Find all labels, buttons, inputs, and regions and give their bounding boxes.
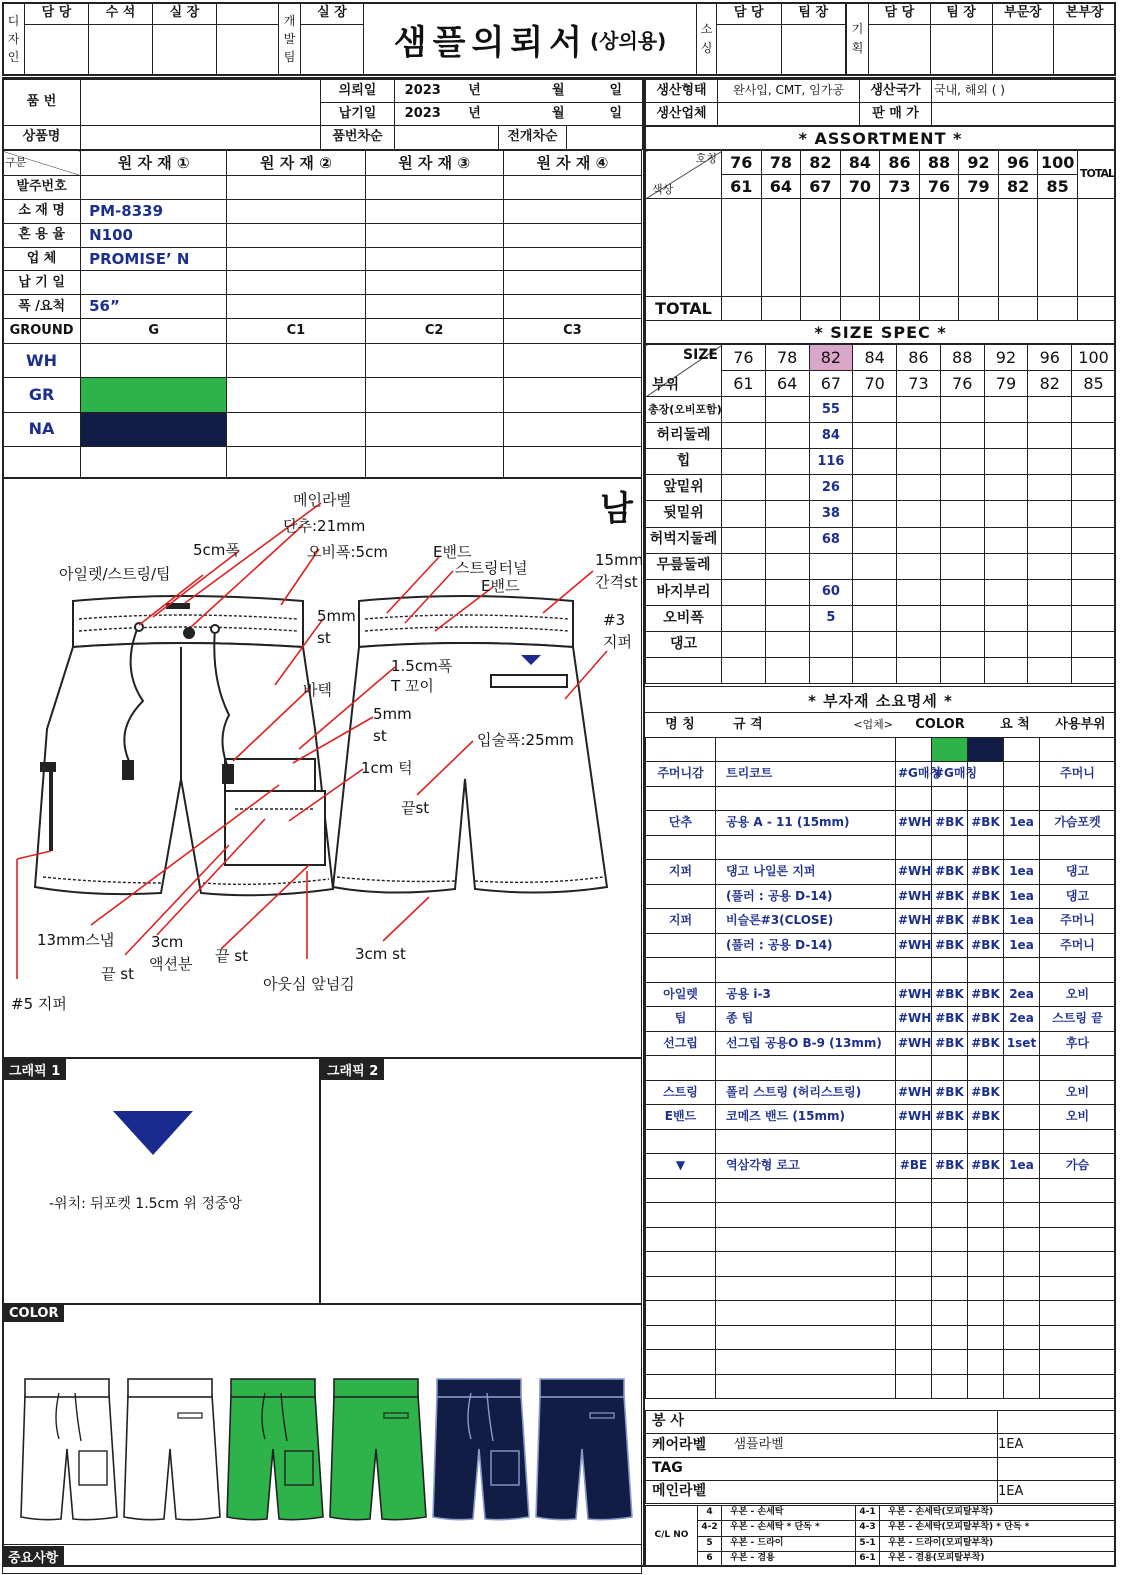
trims-body <box>645 737 1116 1399</box>
spec-row-label: 무릎둘레 <box>646 553 722 579</box>
note-obi: 오비폭:5cm <box>307 543 388 561</box>
spec-row-label: 댕고 <box>646 631 722 657</box>
sign-box[interactable] <box>1054 25 1116 76</box>
trim-row <box>646 1178 1116 1203</box>
spec-value[interactable]: 38 <box>809 501 853 527</box>
head-staff: 담 당 <box>717 3 782 25</box>
trim-row <box>646 1203 1116 1228</box>
sign-box[interactable] <box>301 25 364 76</box>
page-title: 샘플의뢰서 <box>393 22 588 63</box>
material-row-label: 업 체 <box>3 247 81 271</box>
trim-spec[interactable] <box>716 958 896 983</box>
spec-row-label: 앞밑위 <box>646 475 722 501</box>
sign-box[interactable] <box>992 25 1054 76</box>
sign-box[interactable] <box>89 25 153 76</box>
note-snap: 13mm스냅 <box>37 931 115 949</box>
spec-row-label: 오비폭 <box>646 605 722 631</box>
note-zipper-5: #5 지퍼 <box>11 995 67 1013</box>
trim-row: 단추 공용 A - 11 (15mm) #WH #BK #BK 1ea 가슴포켓 <box>646 811 1116 836</box>
notes-box[interactable] <box>2 1544 642 1566</box>
sign-box[interactable] <box>781 25 846 76</box>
production-info-table <box>645 79 1116 126</box>
trim-name: 주머니감 <box>646 762 716 787</box>
spec-value[interactable]: 60 <box>809 579 853 605</box>
fabric-width[interactable]: 56” <box>81 295 227 319</box>
spec-value[interactable]: 5 <box>809 605 853 631</box>
trim-name <box>646 884 716 909</box>
trim-name <box>646 958 716 983</box>
ground-label: GROUND <box>3 319 81 344</box>
material-row-label: 폭 /요척 <box>3 295 81 319</box>
note-welt: 입술폭:25mm <box>477 731 574 749</box>
sketch-area: 남 메인라벨 단추:21mm 5cm폭 오비폭:5cm E밴드 스트링터널 E밴드 15mm 간격st 아일렛/스트링/팁 5mm st #3 지퍼 1.5cm폭 T 꼬이 바텍 5mm st 1cm 턱 입술폭:25mm 끝st 13mm스냅 3cm 액션분 끝 st 끝 st 3cm st 아웃심 앞넘김 #5 지퍼 <box>2 478 642 1058</box>
trim-spec[interactable]: 폴리 스트링 (허리스트링) <box>716 1080 896 1105</box>
trim-spec[interactable]: 선그립 공용O B-9 (13mm) <box>716 1031 896 1056</box>
sew-qty[interactable]: 1EA <box>998 1434 1116 1457</box>
variant-front <box>433 1379 529 1520</box>
product-name-label: 상품명 <box>3 126 81 150</box>
material-col-3: 원 자 재 ③ <box>365 151 503 176</box>
item-no-value[interactable] <box>81 80 321 126</box>
trim-row <box>646 1325 1116 1350</box>
dev-approval-table <box>278 2 364 76</box>
sewing-table <box>645 1410 1116 1504</box>
trim-row <box>646 835 1116 860</box>
planning-side-label: 기 획 <box>847 3 869 76</box>
base-size-highlight: 82 <box>809 345 853 371</box>
color-section-label: COLOR <box>3 1305 64 1322</box>
trims-title: * 부자재 소요명세 * <box>808 691 953 710</box>
trim-part[interactable]: 오비 <box>1040 982 1116 1007</box>
material-row-label: 납 기 일 <box>3 271 81 295</box>
assortment-corner: 호칭 색상 <box>646 151 722 199</box>
material-col-2: 원 자 재 ② <box>227 151 365 176</box>
note-tuck: 1.5cm폭 <box>391 657 453 675</box>
material-col-1: 원 자 재 ① <box>81 151 227 176</box>
head-division: 부문장 <box>992 3 1054 25</box>
note-width: 5cm폭 <box>193 541 240 559</box>
title-box <box>364 2 696 76</box>
color-gr: GR <box>3 378 81 412</box>
page-subtitle: (상의용) <box>589 28 667 53</box>
trim-row <box>646 1301 1116 1326</box>
material-row-label: 소 재 명 <box>3 199 81 223</box>
color-variants <box>3 1305 643 1575</box>
graphic-1-label: 그래픽 1 <box>3 1059 66 1080</box>
variant-back <box>124 1379 220 1520</box>
trim-row: ▼ 역삼각형 로고 #BE #BK #BK 1ea 가슴 <box>646 1154 1116 1179</box>
trim-name: E밴드 <box>646 1105 716 1130</box>
trim-spec[interactable] <box>716 835 896 860</box>
sew-value[interactable] <box>718 1457 998 1480</box>
note-side-seam: 아웃심 앞넘김 <box>263 975 355 993</box>
trim-name: 지퍼 <box>646 860 716 885</box>
trim-spec[interactable]: 종 팁 <box>716 1007 896 1032</box>
size-spec-table: SIZE 부위 76 78 82 84 86 88 92 96 100 61 64 67 70 73 76 79 82 85 총장(오비포함) 55 허리둘레 84 힙 116 앞밑위 26 뒷밑위 38 허벅지둘레 68 무릎둘레 바지부리 60 오비폭 5 댕고 <box>645 344 1116 684</box>
planning-approval-table <box>846 2 1116 76</box>
trim-row: 팁 종 팁 #WH #BK #BK 2ea 스트링 끝 <box>646 1007 1116 1032</box>
spec-value[interactable]: 55 <box>809 397 853 423</box>
price-label: 판 매 가 <box>860 103 932 126</box>
notes-label: 중요사항 <box>2 1546 64 1567</box>
trim-row <box>646 1350 1116 1375</box>
graphic-1-box <box>2 1058 320 1304</box>
note-end-st: 끝st <box>401 799 430 817</box>
note-eband: E밴드 <box>433 543 472 561</box>
note-eband-2: E밴드 <box>481 577 520 595</box>
color-section <box>2 1304 642 1574</box>
sew-value[interactable]: 샘플라벨 <box>718 1434 998 1457</box>
note-5mm-st-2: 5mm <box>373 705 412 723</box>
trim-row: 선그립 선그립 공용O B-9 (13mm) #WH #BK #BK 1set 후다 <box>646 1031 1116 1056</box>
spec-value[interactable] <box>809 553 853 579</box>
sew-label: 케어라벨 <box>646 1434 718 1457</box>
trim-spec[interactable]: 댕고 나일론 지퍼 <box>716 860 896 885</box>
item-no-label: 품 번 <box>3 80 81 126</box>
trim-swatch-navy <box>968 738 1004 762</box>
design-side-label: 디 자 인 <box>3 3 25 76</box>
sign-box[interactable] <box>25 25 89 76</box>
trim-row: 지퍼 비슬론#3(CLOSE) #WH #BK #BK 1ea 주머니 <box>646 909 1116 934</box>
spec-row-label: 바지부리 <box>646 579 722 605</box>
spec-value[interactable]: 26 <box>809 475 853 501</box>
sourcing-approval-table <box>696 2 846 76</box>
note-button: 단추:21mm <box>283 517 366 535</box>
trim-row: 스트링 폴리 스트링 (허리스트링) #WH #BK #BK 오비 <box>646 1080 1116 1105</box>
trim-part[interactable] <box>1040 786 1116 811</box>
fabric-vendor[interactable]: PROMISE’ N <box>81 247 227 271</box>
prod-country-value: 국내, 해외 ( ) <box>932 80 1116 103</box>
note-3cm-st: 3cm st <box>355 945 406 963</box>
trim-spec[interactable] <box>716 1056 896 1081</box>
head-team: 팀 장 <box>930 3 992 25</box>
trim-part[interactable] <box>1040 835 1116 860</box>
trim-row: (풀러 : 공용 D-14) #WH #BK #BK 1ea 주머니 <box>646 933 1116 958</box>
spec-row-label: 허벅지둘레 <box>646 527 722 553</box>
trim-part[interactable]: 가슴 <box>1040 1154 1116 1179</box>
sourcing-side-label: 소 싱 <box>697 3 717 76</box>
sew-value[interactable] <box>718 1411 998 1434</box>
trim-row <box>646 786 1116 811</box>
color-na: NA <box>3 412 81 446</box>
product-name-value[interactable] <box>81 126 321 150</box>
trim-name <box>646 933 716 958</box>
note-eyelet: 아일렛/스트링/팁 <box>59 565 171 583</box>
spec-row-label <box>646 657 722 683</box>
trim-spec[interactable]: 역삼각형 로고 <box>716 1154 896 1179</box>
prod-company-label: 생산업체 <box>646 103 718 126</box>
trim-row <box>646 958 1116 983</box>
trim-part[interactable]: 주머니 <box>1040 909 1116 934</box>
note-bartack: 바텍 <box>303 681 332 699</box>
assortment-title: * ASSORTMENT * <box>645 126 1116 150</box>
trim-row: 주머니감 트리코트 #G매칭 #G매칭 주머니 <box>646 762 1116 787</box>
note-string-tunnel: 스트링터널 <box>455 559 528 577</box>
fabric-mix[interactable]: N100 <box>81 223 227 247</box>
sign-box[interactable] <box>717 25 782 76</box>
spec-row-label: 허리둘레 <box>646 423 722 449</box>
spec-value[interactable] <box>809 631 853 657</box>
trim-part[interactable]: 댕고 <box>1040 884 1116 909</box>
delivery-date-label: 납기일 <box>321 103 395 126</box>
trim-name: 선그립 <box>646 1031 716 1056</box>
materials-corner: 구분 <box>3 151 81 176</box>
header-info-table: 품 번 의뢰일 2023 년 월 일 납기일 2023 년 월 일 상품명 품번차순 전개차순 <box>2 79 643 150</box>
trim-head-name: 명 칭 <box>645 713 715 738</box>
trim-spec[interactable]: (풀러 : 공용 D-14) <box>716 933 896 958</box>
trim-spec[interactable]: 비슬론#3(CLOSE) <box>716 909 896 934</box>
trim-name: 스트링 <box>646 1080 716 1105</box>
sew-value[interactable] <box>718 1480 998 1503</box>
sew-qty[interactable]: 1EA <box>998 1480 1116 1503</box>
swatch-navy <box>81 412 227 446</box>
trim-name <box>646 786 716 811</box>
trim-row: E밴드 코메즈 밴드 (15mm) #WH #BK #BK 오비 <box>646 1105 1116 1130</box>
trim-part[interactable] <box>1040 1129 1116 1154</box>
note-end-st-3: 끝 st <box>215 947 248 965</box>
trim-name <box>646 835 716 860</box>
trim-part[interactable]: 주머니 <box>1040 762 1116 787</box>
sew-label: TAG <box>646 1457 718 1480</box>
material-row-label: 혼 용 율 <box>3 223 81 247</box>
trim-head-color: COLOR <box>895 713 985 738</box>
sign-box[interactable] <box>869 25 931 76</box>
trim-row <box>646 1252 1116 1277</box>
trim-part[interactable]: 오비 <box>1040 1080 1116 1105</box>
material-col-4: 원 자 재 ④ <box>503 151 641 176</box>
trim-row: 지퍼 댕고 나일론 지퍼 #WH #BK #BK 1ea 댕고 <box>646 860 1116 885</box>
trim-row <box>646 1276 1116 1301</box>
trim-name: 단추 <box>646 811 716 836</box>
swatch-white <box>81 344 227 378</box>
prod-type-label: 생산형태 <box>646 80 718 103</box>
trim-swatch-green <box>932 738 968 762</box>
sew-qty[interactable] <box>998 1411 1116 1434</box>
spec-value[interactable]: 116 <box>809 449 853 475</box>
note-main-label: 메인라벨 <box>293 491 351 509</box>
gender-mark: 남 <box>600 489 633 529</box>
trim-spec[interactable]: 공용 i-3 <box>716 982 896 1007</box>
spec-row-label: 힙 <box>646 449 722 475</box>
trim-name <box>646 1129 716 1154</box>
head-team: 팀 장 <box>781 3 846 25</box>
sign-box[interactable] <box>217 25 279 76</box>
head-staff: 담 당 <box>869 3 931 25</box>
prod-type-value: 완사입, CMT, 임가공 <box>718 80 860 103</box>
sew-qty[interactable] <box>998 1457 1116 1480</box>
assortment-table: 호칭 색상 76 78 82 84 86 88 92 96 100 TOTAL 61 64 67 70 73 76 79 82 85 TOTAL <box>645 150 1116 321</box>
head-senior: 수 석 <box>89 3 153 25</box>
sign-box[interactable] <box>930 25 992 76</box>
size-spec-title: * SIZE SPEC * <box>645 320 1116 344</box>
trim-name: ▼ <box>646 1154 716 1179</box>
note-end-st-2: 끝 st <box>101 965 134 983</box>
graphic-1-note: -위치: 뒤포켓 1.5cm 위 정중앙 <box>49 1196 242 1212</box>
trim-part[interactable]: 가슴포켓 <box>1040 811 1116 836</box>
spec-row-label: 뒷밑위 <box>646 501 722 527</box>
variant-back <box>330 1379 426 1520</box>
spec-value[interactable]: 84 <box>809 423 853 449</box>
trim-part[interactable]: 오비 <box>1040 1105 1116 1130</box>
note-zipper-3: #3 <box>603 611 626 629</box>
size-spec-corner: SIZE 부위 <box>646 345 722 397</box>
trim-spec[interactable]: 트리코트 <box>716 762 896 787</box>
material-row-label: 발주번호 <box>3 175 81 199</box>
cl-no-label: C/L NO <box>646 1506 698 1567</box>
trim-name <box>646 1056 716 1081</box>
sew-label: 메인라벨 <box>646 1480 718 1503</box>
trim-part[interactable]: 주머니 <box>1040 933 1116 958</box>
dev-order-label: 전개차순 <box>499 126 567 150</box>
color-wh: WH <box>3 344 81 378</box>
trim-row <box>646 1129 1116 1154</box>
materials-table: 구분 원 자 재 ① 원 자 재 ② 원 자 재 ③ 원 자 재 ④ 발주번호 소 재 명 PM-8339 혼 용 율 N100 업 체 PROMISE’ N 납 기 일 폭 /요척 56” GROUND G C1 C2 C3 WH GR NA <box>2 150 642 478</box>
sew-label: 봉 사 <box>646 1411 718 1434</box>
trim-spec[interactable]: 코메즈 밴드 (15mm) <box>716 1105 896 1130</box>
assortment-total-head: TOTAL <box>1078 151 1116 199</box>
note-1cm-tuck: 1cm 턱 <box>361 759 413 777</box>
trim-row <box>646 1227 1116 1252</box>
head-staff: 담 당 <box>25 3 89 25</box>
dev-side-label: 개 발 팀 <box>279 3 301 76</box>
trim-row: 아일렛 공용 i-3 #WH #BK #BK 2ea 오비 <box>646 982 1116 1007</box>
trim-name: 아일렛 <box>646 982 716 1007</box>
spec-value[interactable] <box>809 657 853 683</box>
design-approval-table <box>2 2 279 76</box>
trim-head-spec: 규 격 <box>715 713 825 738</box>
trim-spec[interactable]: 공용 A - 11 (15mm) <box>716 811 896 836</box>
trim-part[interactable]: 스트링 끝 <box>1040 1007 1116 1032</box>
trim-row: (풀러 : 공용 D-14) #WH #BK #BK 1ea 댕고 <box>646 884 1116 909</box>
assortment-total-row: TOTAL <box>646 297 722 321</box>
note-gap: 15mm <box>595 551 644 569</box>
trim-part[interactable] <box>1040 1056 1116 1081</box>
trim-head-vendor: <업체> <box>825 713 895 738</box>
item-order-label: 품번차순 <box>321 126 395 150</box>
graphic-2-box <box>320 1058 642 1304</box>
note-action: 3cm <box>151 933 184 951</box>
swatch-green <box>81 378 227 412</box>
trim-row <box>646 1374 1116 1399</box>
graphic-1-triangle <box>113 1111 193 1157</box>
variant-front <box>21 1379 117 1520</box>
front-view <box>35 596 333 895</box>
note-5mm-st: 5mm <box>317 607 356 625</box>
trim-name: 팁 <box>646 1007 716 1032</box>
care-label-table: C/L NO 4 우본 - 손세탁 4-1 우본 - 손세탁(모피탈부착) 4-2 우본 - 손세탁 * 단독 * 4-3 우본 - 손세탁(모피탈부착) * 단독 * 5 우본 - 드라이 5-1 우본 - 드라이(모피탈부착) 6 우본 - 겸용 6-1 우본 - 겸용(모피탈부착) <box>645 1505 1116 1567</box>
trim-part[interactable]: 댕고 <box>1040 860 1116 885</box>
trims-table <box>645 712 1116 738</box>
trim-spec[interactable] <box>716 786 896 811</box>
spec-row-label: 총장(오비포함) <box>646 397 722 423</box>
prod-country-label: 생산국가 <box>860 80 932 103</box>
trim-row <box>646 1056 1116 1081</box>
head-dev-director: 실 장 <box>301 3 364 25</box>
trim-spec[interactable]: (풀러 : 공용 D-14) <box>716 884 896 909</box>
variant-front <box>227 1379 323 1520</box>
trim-part[interactable] <box>1040 958 1116 983</box>
trim-name: 지퍼 <box>646 909 716 934</box>
graphic-2-label: 그래픽 2 <box>321 1059 384 1080</box>
trim-part[interactable]: 후다 <box>1040 1031 1116 1056</box>
trim-spec[interactable] <box>716 1129 896 1154</box>
sign-box[interactable] <box>153 25 217 76</box>
trim-head-part: 사용부위 <box>1045 713 1116 738</box>
fabric-name[interactable]: PM-8339 <box>81 199 227 223</box>
variant-back <box>536 1379 632 1520</box>
trim-head-qty: 요 척 <box>985 713 1045 738</box>
head-hq: 본부장 <box>1054 3 1116 25</box>
spec-value[interactable]: 68 <box>809 527 853 553</box>
request-date-label: 의뢰일 <box>321 80 395 103</box>
head-director: 실 장 <box>153 3 217 25</box>
